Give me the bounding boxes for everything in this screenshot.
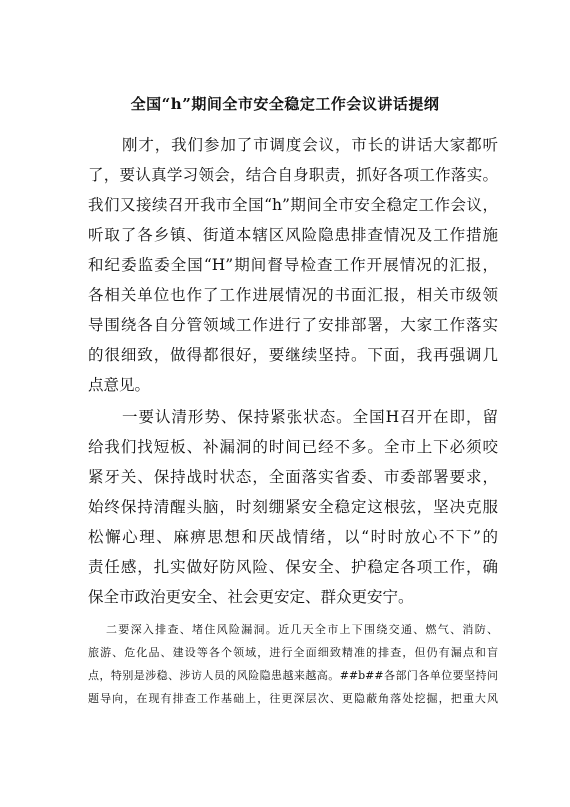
- paragraph-line: 和纪委监委全国“H”期间督导检查工作开展情况的汇报，: [88, 256, 498, 274]
- paragraph-line: 题导向，在现有排查工作基础上，往更深层次、更隐蔽角落处挖掘，把重大风: [88, 692, 498, 705]
- paragraph-line: 给我们找短板、补漏洞的时间已经不多。全市上下必须咬: [88, 438, 498, 456]
- paragraph-line: 点意见。: [88, 376, 151, 394]
- paragraph-line: 保全市政治更安全、社会更安定、群众更安宁。: [88, 588, 414, 606]
- document-title: 全国“h”期间全市安全稳定工作会议讲话提纲: [130, 95, 440, 113]
- paragraph-line: 责任感，扎实做好防风险、保安全、护稳定各项工作，确: [88, 558, 498, 576]
- paragraph-line: 导围绕各自分管领域工作进行了安排部署，大家工作落实: [88, 316, 498, 334]
- paragraph-3: [88, 618, 498, 710]
- paragraph-line: 了，要认真学习领会，结合自身职责，抓好各项工作落实。: [88, 166, 498, 184]
- paragraph-1: [88, 130, 498, 400]
- paragraph-line: 始终保持清醒头脑，时刻绷紧安全稳定这根弦，坚决克服: [88, 498, 498, 516]
- paragraph-line: 刚才，我们参加了市调度会议，市长的讲话大家都听: [122, 136, 498, 154]
- paragraph-2: [88, 402, 498, 612]
- paragraph-line: 我们又接续召开我市全国“h”期间全市安全稳定工作会议，: [88, 196, 498, 214]
- paragraph-line: 二要深入排查、堵住风险漏洞。近几天全市上下围绕交通、燃气、消防、: [106, 623, 498, 636]
- paragraph-line: 听取了各乡镇、街道本辖区风险隐患排查情况及工作措施: [88, 226, 498, 244]
- paragraph-line: 点，特别是涉稳、涉访人员的风险隐患越来越高。##b##各部门各单位要坚持问: [88, 669, 498, 682]
- paragraph-line: 一要认清形势、保持紧张状态。全国H召开在即，留: [122, 408, 498, 426]
- paragraph-line: 旅游、危化品、建设等各个领域，进行全面细致精准的排查，但仍有漏点和盲: [88, 646, 498, 659]
- paragraph-line: 紧牙关、保持战时状态，全面落实省委、市委部署要求，: [88, 468, 498, 486]
- paragraph-line: 各相关单位也作了工作进展情况的书面汇报，相关市级领: [88, 286, 498, 304]
- paragraph-line: 的很细致，做得都很好，要继续坚持。下面，我再强调几: [88, 346, 498, 364]
- paragraph-line: 松懈心理、麻痹思想和厌战情绪，以“时时放心不下”的: [88, 528, 498, 546]
